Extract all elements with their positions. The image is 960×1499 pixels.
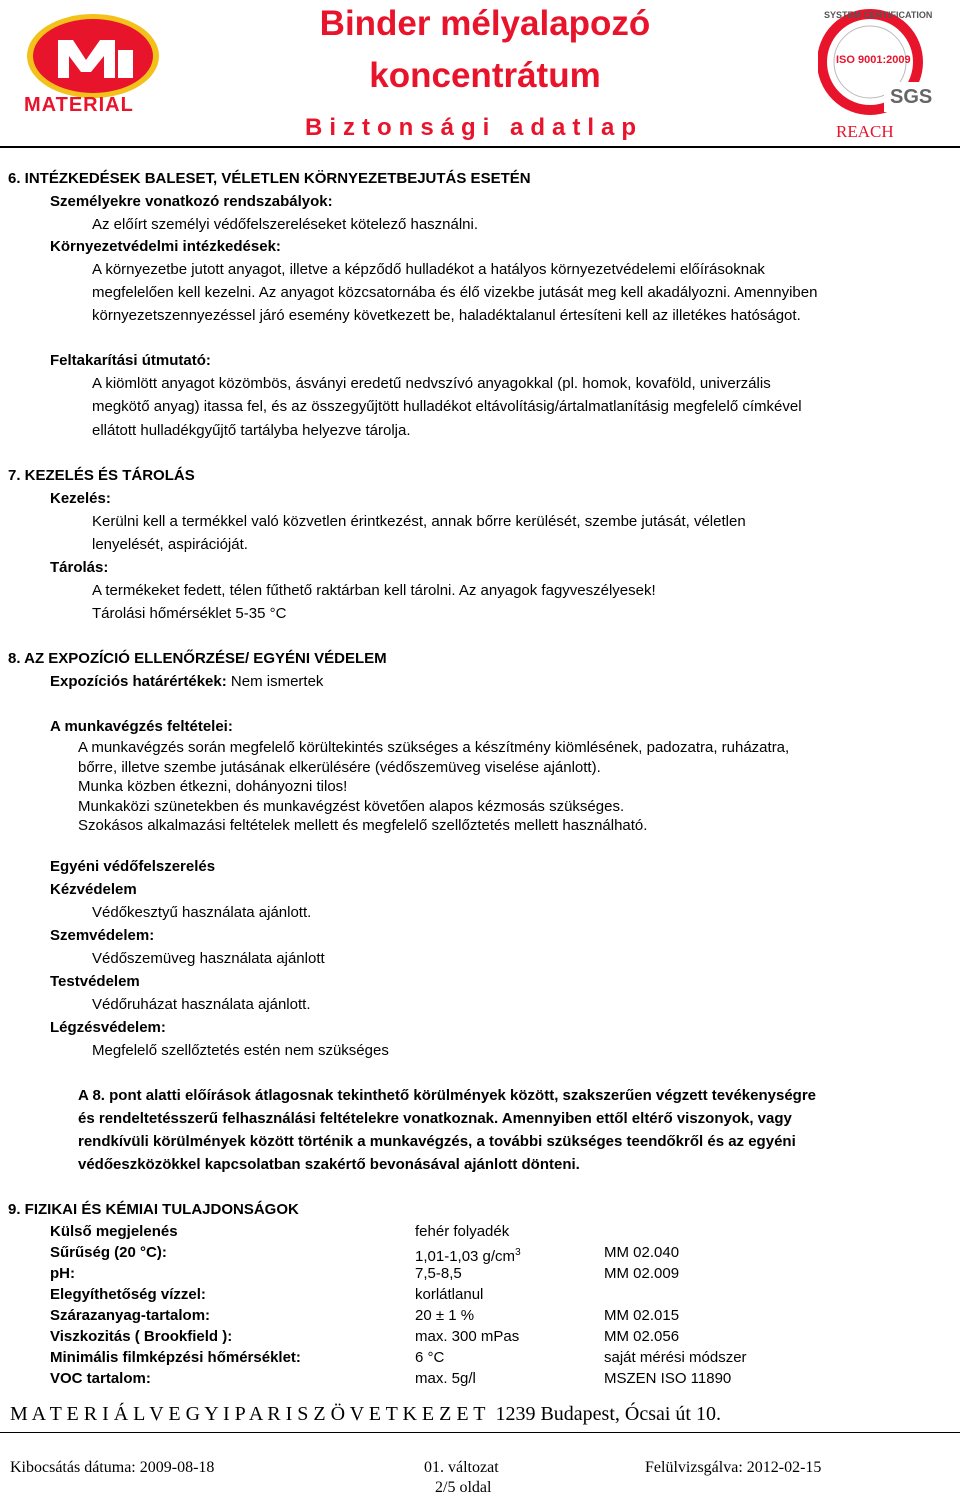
- prop-label: Sűrűség (20 °C):: [50, 1244, 167, 1261]
- prop-value: 20 ± 1 %: [415, 1307, 475, 1324]
- document-title-line1: Binder mélyalapozó: [319, 4, 651, 43]
- prop-method: MM 02.056: [604, 1328, 680, 1345]
- section-8-note-line1: A 8. pont alatti előírások átlagosnak tekinthető körülmények között, szakszerűen végzett tevékenységre: [78, 1087, 817, 1104]
- issue-date: Kibocsátás dátuma: 2009-08-18: [10, 1459, 215, 1476]
- storage-label: Tárolás:: [50, 559, 109, 576]
- document-title-line2: koncentrátum: [369, 56, 601, 95]
- prop-label: pH:: [50, 1265, 75, 1282]
- prop-label: VOC tartalom:: [50, 1370, 151, 1387]
- section-8-heading: 8. AZ EXPOZÍCIÓ ELLENŐRZÉSE/ EGYÉNI VÉDELEM: [8, 650, 387, 667]
- handling-line2: lenyelését, aspirációját.: [92, 536, 248, 553]
- company-address: 1239 Budapest, Ócsai út 10.: [495, 1403, 721, 1425]
- prop-value: 7,5-8,5: [415, 1265, 462, 1282]
- footer-divider: [0, 1432, 960, 1433]
- prop-method: MM 02.009: [604, 1265, 680, 1282]
- section-9-heading: 9. FIZIKAI ÉS KÉMIAI TULAJDONSÁGOK: [8, 1201, 299, 1218]
- reach-label: REACH: [836, 122, 894, 141]
- respiratory-protection-label: Légzésvédelem:: [50, 1019, 166, 1036]
- cert-brand-text: SGS: [890, 86, 933, 108]
- page-number: 2/5 oldal: [435, 1479, 492, 1496]
- ppe-label: Egyéni védőfelszerelés: [50, 858, 216, 875]
- prop-method: MM 02.015: [604, 1307, 680, 1324]
- section-6-heading: 6. INTÉZKEDÉSEK BALESET, VÉLETLEN KÖRNYEZETBEJUTÁS ESETÉN: [8, 170, 531, 187]
- hand-protection-label: Kézvédelem: [50, 881, 137, 898]
- prop-value: 6 °C: [415, 1349, 445, 1366]
- prop-method: MSZEN ISO 11890: [604, 1370, 732, 1387]
- review-date: Felülvizsgálva: 2012-02-15: [645, 1459, 822, 1476]
- personal-rules-text: Az előírt személyi védőfelszereléseket kötelező használni.: [92, 216, 479, 233]
- respiratory-protection-value: Megfelelő szellőztetés estén nem szükséges: [92, 1042, 389, 1059]
- prop-label: Viszkozitás ( Brookfield ):: [50, 1328, 233, 1345]
- section-8-note-line2: és rendeltetésszerű felhasználási feltételekre vonatkoznak. Amennyiben ettől eltérő viszonyok, vagy: [78, 1110, 792, 1127]
- cleanup-line3: ellátott hulladékgyűjtő tartályba helyezve tárolja.: [92, 422, 411, 439]
- eye-protection-value: Védőszemüveg használata ajánlott: [92, 950, 325, 967]
- work-conditions-line3: Munka közben étkezni, dohányozni tilos!: [78, 778, 348, 795]
- cleanup-line1: A kiömlött anyagot közömbös, ásványi eredetű nedvszívó anyagokkal (pl. homok, kovaföld, univerzális: [92, 375, 771, 392]
- prop-method: MM 02.040: [604, 1244, 680, 1261]
- work-conditions-line1: A munkavégzés során megfelelő körültekintés szükséges a készítmény kiömlésének, padozatra, ruházatra,: [78, 739, 790, 756]
- prop-value: max. 5g/l: [415, 1370, 476, 1387]
- handling-label: Kezelés:: [50, 490, 111, 507]
- cert-iso-text: ISO 9001:2009: [836, 54, 911, 66]
- exposure-limits: [50, 671, 323, 693]
- section-7-heading: 7. KEZELÉS ÉS TÁROLÁS: [8, 467, 195, 484]
- prop-label: Külső megjelenés: [50, 1223, 178, 1240]
- handling-line1: Kerülni kell a termékkel való közvetlen érintkezést, annak bőrre kerülését, szembe jutását, véletlen: [92, 513, 746, 530]
- density-value: 1,01-1,03 g/cm: [415, 1248, 516, 1265]
- body-protection-value: Védőruházat használata ajánlott.: [92, 996, 311, 1013]
- prop-value: max. 300 mPas: [415, 1328, 520, 1345]
- unit-exponent: 3: [515, 1247, 521, 1258]
- company-name: M A T E R I Á L V E G Y I P A R I S Z Ö V E T K E Z E T: [10, 1403, 486, 1425]
- prop-label: Minimális filmképzési hőmérséklet:: [50, 1349, 301, 1366]
- env-measures-line2: megfelelően kell kezelni. Az anyagot közcsatornába és élő vizekbe jutását meg kell akadályozni. Amennyiben: [92, 284, 818, 301]
- section-8-note-line3: rendkívüli körülmények között történik a munkavégzés, a további szükséges teendőkről és az egyéni: [78, 1133, 796, 1150]
- personal-rules-label: Személyekre vonatkozó rendszabályok:: [50, 193, 333, 210]
- prop-label: Szárazanyag-tartalom:: [50, 1307, 211, 1324]
- storage-line1: A termékeket fedett, télen fűthető raktárban kell tárolni. Az anyagok fagyveszélyesek!: [92, 582, 656, 599]
- prop-value: fehér folyadék: [415, 1223, 510, 1240]
- hand-protection-value: Védőkesztyű használata ajánlott.: [92, 904, 312, 921]
- header-divider: [0, 146, 960, 148]
- footer-company: [10, 1403, 721, 1426]
- prop-method: saját mérési módszer: [604, 1349, 747, 1366]
- exposure-value: Nem ismertek: [230, 673, 324, 690]
- logo-text: MATERIAL: [24, 94, 134, 116]
- storage-line2: Tárolási hőmérséklet 5-35 °C: [92, 605, 287, 622]
- work-conditions-line2: bőrre, illetve szembe jutásának elkerülésére (védőszemüveg viselése ajánlott).: [78, 759, 601, 776]
- eye-protection-label: Szemvédelem:: [50, 927, 155, 944]
- sgs-certification-seal: [818, 8, 946, 118]
- material-logo: [18, 8, 168, 126]
- section-8-note-line4: védőeszközökkel kapcsolatban szakértő bevonásával ajánlott dönteni.: [78, 1156, 580, 1173]
- body-protection-label: Testvédelem: [50, 973, 140, 990]
- prop-value: korlátlanul: [415, 1286, 484, 1303]
- cert-top-text: SYSTEM CERTIFICATION: [824, 10, 933, 20]
- cleanup-line2: megkötő anyag) itassa fel, és az összegyűjtött hulladékot eltávolításig/ártalmatlanításig megfelelő címkével: [92, 398, 802, 415]
- document-subtitle: Biztonsági adatlap: [305, 114, 644, 141]
- env-measures-line3: környezetszennyezéssel járó esemény következett be, haladéktalanul értesíteni kell az illetékes hatóságot.: [92, 307, 801, 324]
- work-conditions-label: A munkavégzés feltételei:: [50, 718, 233, 735]
- prop-label: Elegyíthetőség vízzel:: [50, 1286, 206, 1303]
- work-conditions-line4: Munkaközi szünetekben és munkavégzést követően alapos kézmosás szükséges.: [78, 798, 625, 815]
- cleanup-label: Feltakarítási útmutató:: [50, 352, 211, 369]
- version: 01. változat: [424, 1459, 499, 1476]
- work-conditions-line5: Szokásos alkalmazási feltételek mellett és megfelelő szellőztetés mellett használható.: [78, 817, 648, 834]
- exposure-label: Expozíciós határértékek:: [50, 673, 227, 690]
- env-measures-line1: A környezetbe jutott anyagot, illetve a képződő hulladékot a hatályos környezetvédelemi előírásoknak: [92, 261, 765, 278]
- env-measures-label: Környezetvédelmi intézkedések:: [50, 238, 281, 255]
